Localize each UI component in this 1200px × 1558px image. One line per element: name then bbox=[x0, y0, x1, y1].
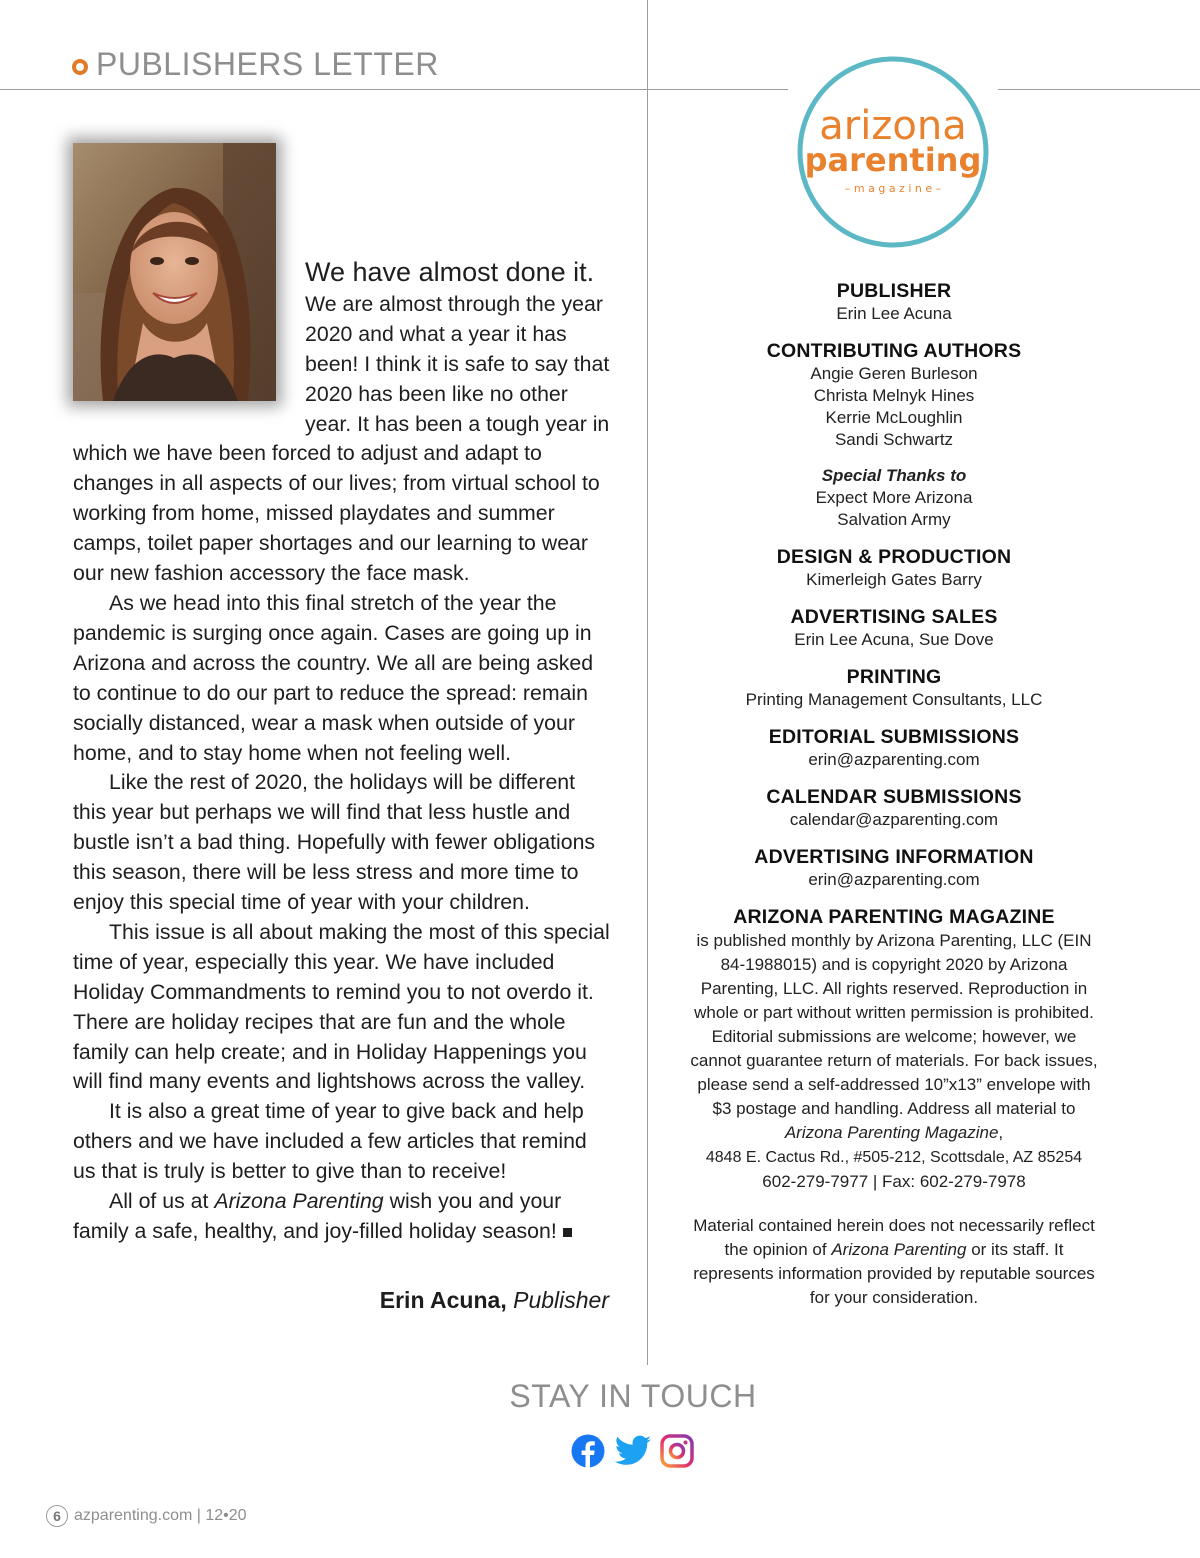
legal-text-1: is published monthly by Arizona Parenting, LLC (EIN 84-1988015) and is copyright 2020 by Arizona Parenting, LLC. All rights reserved. Reproduction in whole or part without written permission is prohibited. Editorial submissions are welcome; however, we cannot guarantee return of materials. For back issues, please send a self-addressed 10”x13” envelope with $3 postage and handling. Address all material to bbox=[690, 931, 1098, 1118]
section-bullet-icon bbox=[72, 59, 88, 75]
header-divider-right bbox=[998, 89, 1200, 90]
end-mark-icon bbox=[563, 1228, 572, 1237]
masthead-editorial bbox=[690, 725, 1098, 771]
author-name: Sandi Schwartz bbox=[834, 430, 954, 449]
letter-paragraph-3: Like the rest of 2020, the holidays will be different this year but perhaps we will find that less hustle and bustle isn’t a bad thing. Hopefully with fewer obligations this season, there will be less stress and more time to enjoy this special time of year with your children. bbox=[73, 770, 596, 915]
letter-paragraph-1-text: We are almost through the year 2020 and what a year it has been! I think it is safe to say that 2020 has been like no other year. It has been a tough year in which we have been forced to adjust and adapt to changes in all aspects of our lives; from virtual school to working from home, missed playdates and summer camps, toilet paper shortages and our learning to wear our new fashion accessory the face mask. bbox=[73, 291, 610, 586]
header-divider bbox=[0, 89, 788, 90]
letter-p6-italic: Arizona Parenting bbox=[214, 1189, 384, 1214]
disclaimer-text-1: Material contained herein does not necessarily reflect the opinion of bbox=[693, 1216, 1095, 1259]
editorial-heading: EDITORIAL SUBMISSIONS bbox=[768, 726, 1020, 748]
footer-text: azparenting.com | 12•20 bbox=[74, 1507, 247, 1524]
letter-paragraph-2: As we head into this final stretch of the year the pandemic is surging once again. Cases are going up in Arizona and across the country. We all are being asked to continue to do our part to reduce the spread: remain socially distanced, wear a mask when outside of your home, and to stay home when not feeling well. bbox=[73, 590, 594, 765]
ad-sales-names: Erin Lee Acuna, Sue Dove bbox=[794, 630, 994, 649]
signature-name: Erin Acuna, bbox=[379, 1287, 507, 1313]
masthead-publisher bbox=[690, 279, 1098, 325]
publisher-name: Erin Lee Acuna bbox=[836, 304, 952, 323]
instagram-icon[interactable] bbox=[660, 1434, 694, 1468]
thanks-name: Salvation Army bbox=[837, 510, 951, 529]
column-divider bbox=[647, 0, 648, 1365]
publisher-heading: PUBLISHER bbox=[836, 280, 952, 302]
legal-text-italic: Arizona Parenting Magazine bbox=[784, 1123, 999, 1142]
design-name: Kimerleigh Gates Barry bbox=[806, 570, 982, 589]
phone: 602-279-7977 | Fax: 602-279-7978 bbox=[762, 1172, 1026, 1191]
stay-in-touch-title: STAY IN TOUCH bbox=[509, 1378, 757, 1414]
masthead-design bbox=[690, 545, 1098, 591]
masthead-ad-sales bbox=[690, 605, 1098, 651]
facebook-icon[interactable] bbox=[571, 1434, 605, 1468]
letter-lead: We have almost done it. bbox=[305, 257, 595, 287]
magazine-heading: ARIZONA PARENTING MAGAZINE bbox=[733, 906, 1055, 928]
editorial-email[interactable]: erin@azparenting.com bbox=[808, 750, 980, 769]
photo-wrap-space bbox=[73, 258, 305, 426]
twitter-icon[interactable] bbox=[614, 1434, 652, 1468]
printing-heading: PRINTING bbox=[846, 666, 942, 688]
address-text: 4848 E. Cactus Rd., #505-212, Scottsdale, AZ 85254 bbox=[705, 1149, 1083, 1166]
authors-heading: CONTRIBUTING AUTHORS bbox=[766, 340, 1022, 362]
printing-name: Printing Management Consultants, LLC bbox=[745, 690, 1043, 709]
letter-p6-after: wish you and your family a safe, healthy, and joy-filled holiday season! bbox=[73, 1189, 562, 1243]
masthead-authors bbox=[690, 339, 1098, 451]
address bbox=[690, 1145, 1098, 1170]
legal-text bbox=[690, 929, 1098, 1145]
signature bbox=[380, 1287, 609, 1314]
page-number: 6 bbox=[46, 1505, 68, 1527]
masthead-calendar bbox=[690, 785, 1098, 831]
logo-line-parenting: parenting bbox=[804, 141, 982, 179]
letter-paragraph-5: It is also a great time of year to give back and help others and we have included a few articles that remind us that is truly is better to give than to receive! bbox=[73, 1099, 587, 1184]
author-name: Kerrie McLoughlin bbox=[825, 408, 963, 427]
author-name: Angie Geren Burleson bbox=[810, 364, 978, 383]
design-heading: DESIGN & PRODUCTION bbox=[776, 546, 1012, 568]
ad-info-heading: ADVERTISING INFORMATION bbox=[754, 846, 1034, 868]
calendar-email[interactable]: calendar@azparenting.com bbox=[789, 810, 999, 829]
signature-title: Publisher bbox=[513, 1287, 609, 1313]
letter-p6-before: All of us at bbox=[109, 1189, 215, 1214]
logo-line-magazine: – m a g a z i n e – bbox=[844, 182, 942, 195]
ad-sales-heading: ADVERTISING SALES bbox=[790, 606, 998, 628]
ad-info-email[interactable]: erin@azparenting.com bbox=[808, 870, 980, 889]
masthead-magazine bbox=[690, 905, 1098, 1194]
masthead-thanks bbox=[690, 465, 1098, 531]
letter-paragraph-4: This issue is all about making the most of this special time of year, especially this year. We have included Holiday Commandments to remind you to not overdo it. There are holiday recipes that are fun and the whole family can help create; and in Holiday Happenings you will find many events and lightshows across the valley. bbox=[73, 919, 610, 1094]
thanks-name: Expect More Arizona bbox=[815, 488, 973, 507]
masthead-ad-info bbox=[690, 845, 1098, 891]
disclaimer-text-2: or its staff. It represents information provided by reputable sources for your consideration. bbox=[693, 1240, 1095, 1307]
disclaimer-italic: Arizona Parenting bbox=[831, 1240, 967, 1259]
legal-comma: , bbox=[998, 1123, 1004, 1142]
thanks-heading: Special Thanks to bbox=[821, 466, 967, 485]
arizona-parenting-logo bbox=[797, 56, 989, 248]
disclaimer bbox=[690, 1214, 1098, 1310]
author-name: Christa Melnyk Hines bbox=[813, 386, 975, 405]
letter-body bbox=[73, 258, 611, 1247]
letter-paragraph-6 bbox=[73, 1187, 611, 1247]
masthead bbox=[690, 279, 1098, 1310]
calendar-heading: CALENDAR SUBMISSIONS bbox=[766, 786, 1022, 808]
section-title: PUBLISHERS LETTER bbox=[96, 46, 439, 82]
logo-line-arizona: arizona bbox=[819, 103, 967, 149]
masthead-printing bbox=[690, 665, 1098, 711]
